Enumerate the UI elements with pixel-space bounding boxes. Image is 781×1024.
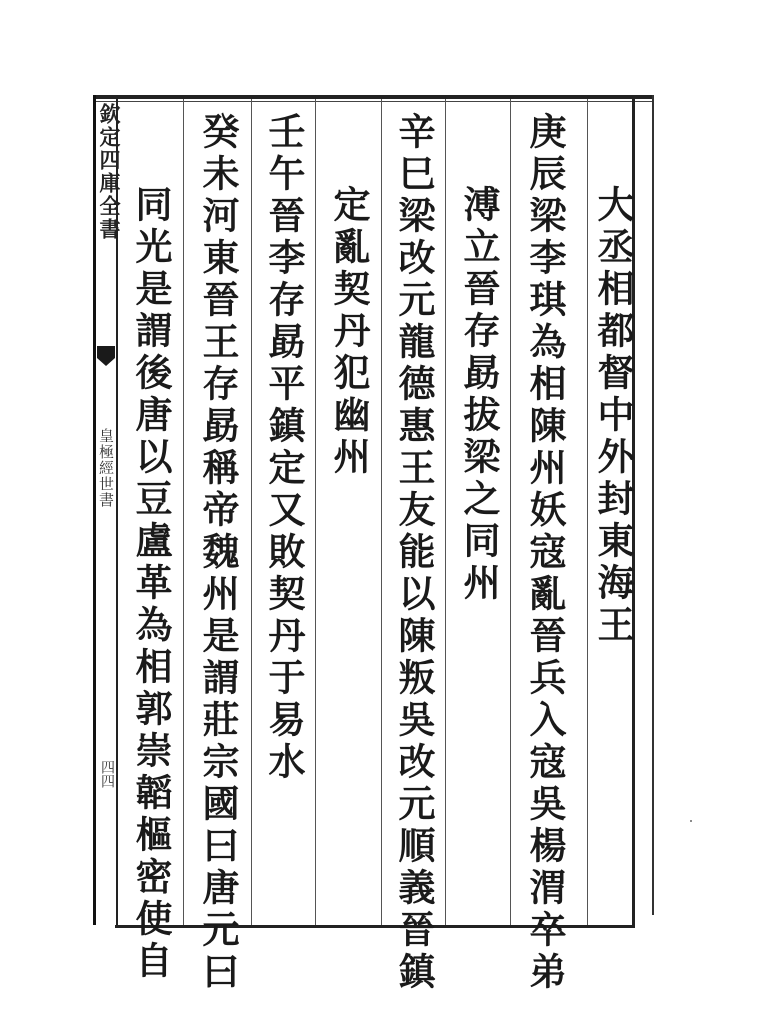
text-column-8: 同光是謂後唐以豆盧革為相郭崇韜樞密使自 [129, 185, 173, 983]
text-column-2: 庚辰梁李琪為相陳州妖寇亂晉兵入寇吳楊渭卒弟 [523, 112, 567, 994]
column-rule [445, 99, 446, 925]
text-column-4: 辛巳梁改元龍德惠王友能以陳叛吳改元順義晉鎮 [392, 112, 436, 994]
text-column-1: 大丞相都督中外封東海王 [591, 185, 635, 647]
section-title: 皇極經世書 [97, 428, 115, 508]
column-rule [183, 99, 184, 925]
column-rule [315, 99, 316, 925]
column-rule [510, 99, 511, 925]
page-number: 四四 [99, 760, 115, 788]
column-rule [251, 99, 252, 925]
fishtail-mark-icon [96, 345, 116, 367]
text-column-7: 癸未河東晉王存勗稱帝魏州是謂莊宗國曰唐元曰 [196, 112, 240, 994]
frame-border-right-outer [652, 95, 654, 915]
text-column-3: 溥立晉存勗拔梁之同州 [457, 185, 501, 605]
text-column-5: 定亂契丹犯幽州 [327, 185, 371, 479]
frame-border-top-inner [93, 101, 653, 102]
column-rule [587, 99, 588, 925]
scan-speck [690, 820, 692, 822]
column-rule [381, 99, 382, 925]
text-column-6: 壬午晉李存勗平鎮定又敗契丹于易水 [262, 112, 306, 784]
frame-border-top [93, 95, 653, 99]
book-title: 欽定四庫全書 [97, 103, 122, 241]
